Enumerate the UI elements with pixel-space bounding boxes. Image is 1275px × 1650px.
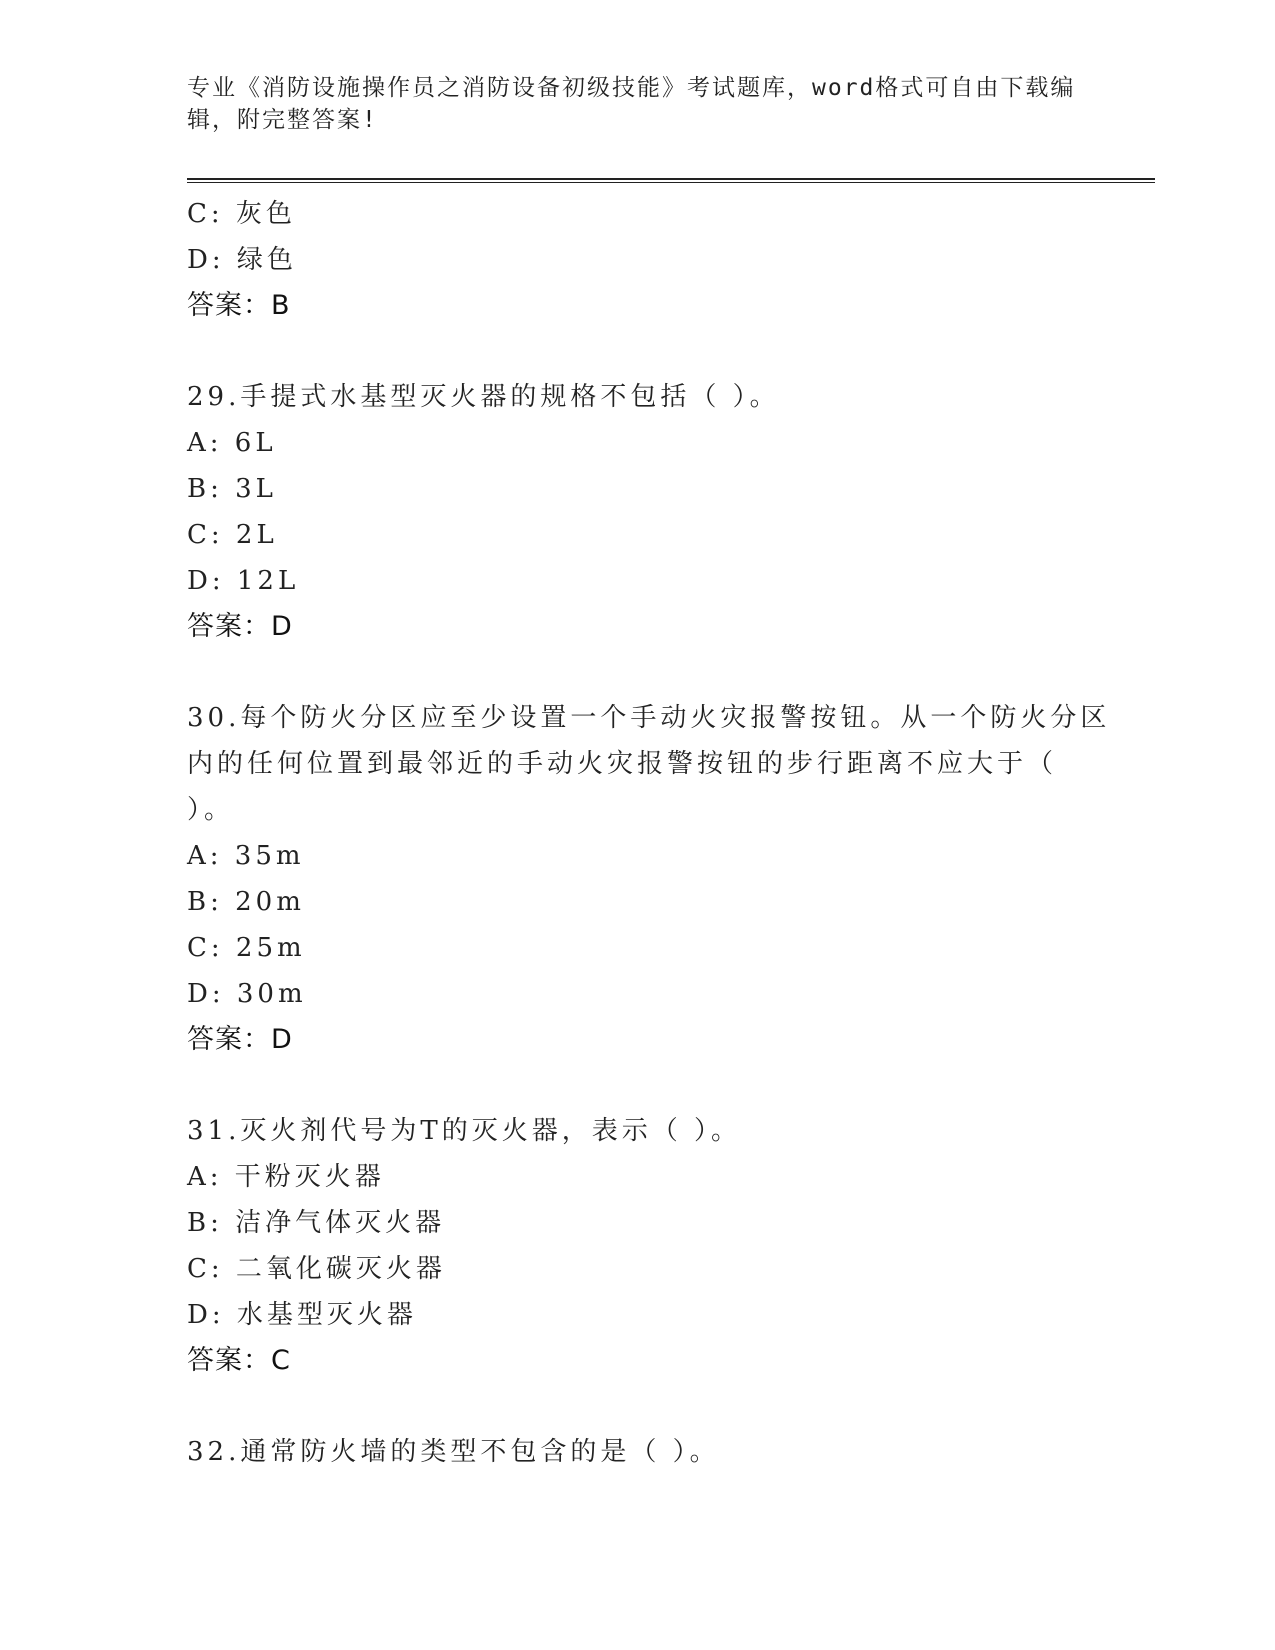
spacer <box>187 1384 1087 1429</box>
option-a: A: 干粉灭火器 <box>187 1162 385 1192</box>
option-d: D: 12L <box>187 566 300 596</box>
option-c: C: 2L <box>187 520 278 550</box>
answer-line: 答案：B <box>187 290 291 321</box>
question-30 <box>187 695 1111 1063</box>
question-list <box>187 191 1111 1475</box>
option-c: C: 二氧化碳灭火器 <box>187 1254 446 1284</box>
question-stem-line-2: 内的任何位置到最邻近的手动火灾报警按钮的步行距离不应大于（ <box>187 749 1058 779</box>
option-a: A: 35m <box>187 841 305 871</box>
option-a: A: 6L <box>187 428 277 458</box>
header-line-1: 专业《消防设施操作员之消防设备初级技能》考试题库，word格式可自由下载编 <box>187 75 1076 101</box>
question-stem: 29.手提式水基型灭火器的规格不包括（ ）。 <box>187 382 780 412</box>
question-stem: 31.灭火剂代号为T的灭火器，表示（ ）。 <box>187 1116 741 1146</box>
option-c: C: 25m <box>187 933 306 963</box>
question-31 <box>187 1108 1087 1384</box>
question-stem-line-1: 30.每个防火分区应至少设置一个手动火灾报警按钮。从一个防火分区 <box>187 703 1111 733</box>
header-divider-thin <box>187 182 1155 183</box>
answer-line: 答案：D <box>187 611 293 642</box>
answer-line: 答案：C <box>187 1345 291 1376</box>
spacer <box>187 1063 1087 1108</box>
question-stem-line-3: ）。 <box>187 795 235 825</box>
question-stem: 32.通常防火墙的类型不包含的是（ ）。 <box>187 1437 720 1467</box>
answer-line: 答案：D <box>187 1024 293 1055</box>
option-d: D: 绿色 <box>187 245 297 275</box>
option-d: D: 30m <box>187 979 307 1009</box>
header-line-2: 辑，附完整答案! <box>187 107 378 133</box>
spacer <box>187 650 1087 695</box>
option-b: B: 洁净气体灭火器 <box>187 1208 446 1238</box>
option-b: B: 3L <box>187 474 277 504</box>
question-32 <box>187 1429 1087 1475</box>
question-29 <box>187 374 1087 650</box>
option-c: C: 灰色 <box>187 199 296 229</box>
option-b: B: 20m <box>187 887 305 917</box>
option-d: D: 水基型灭火器 <box>187 1300 417 1330</box>
document-header <box>187 72 1087 136</box>
spacer <box>187 329 1087 374</box>
header-divider-thick <box>187 178 1155 180</box>
carryover-block <box>187 191 1087 329</box>
